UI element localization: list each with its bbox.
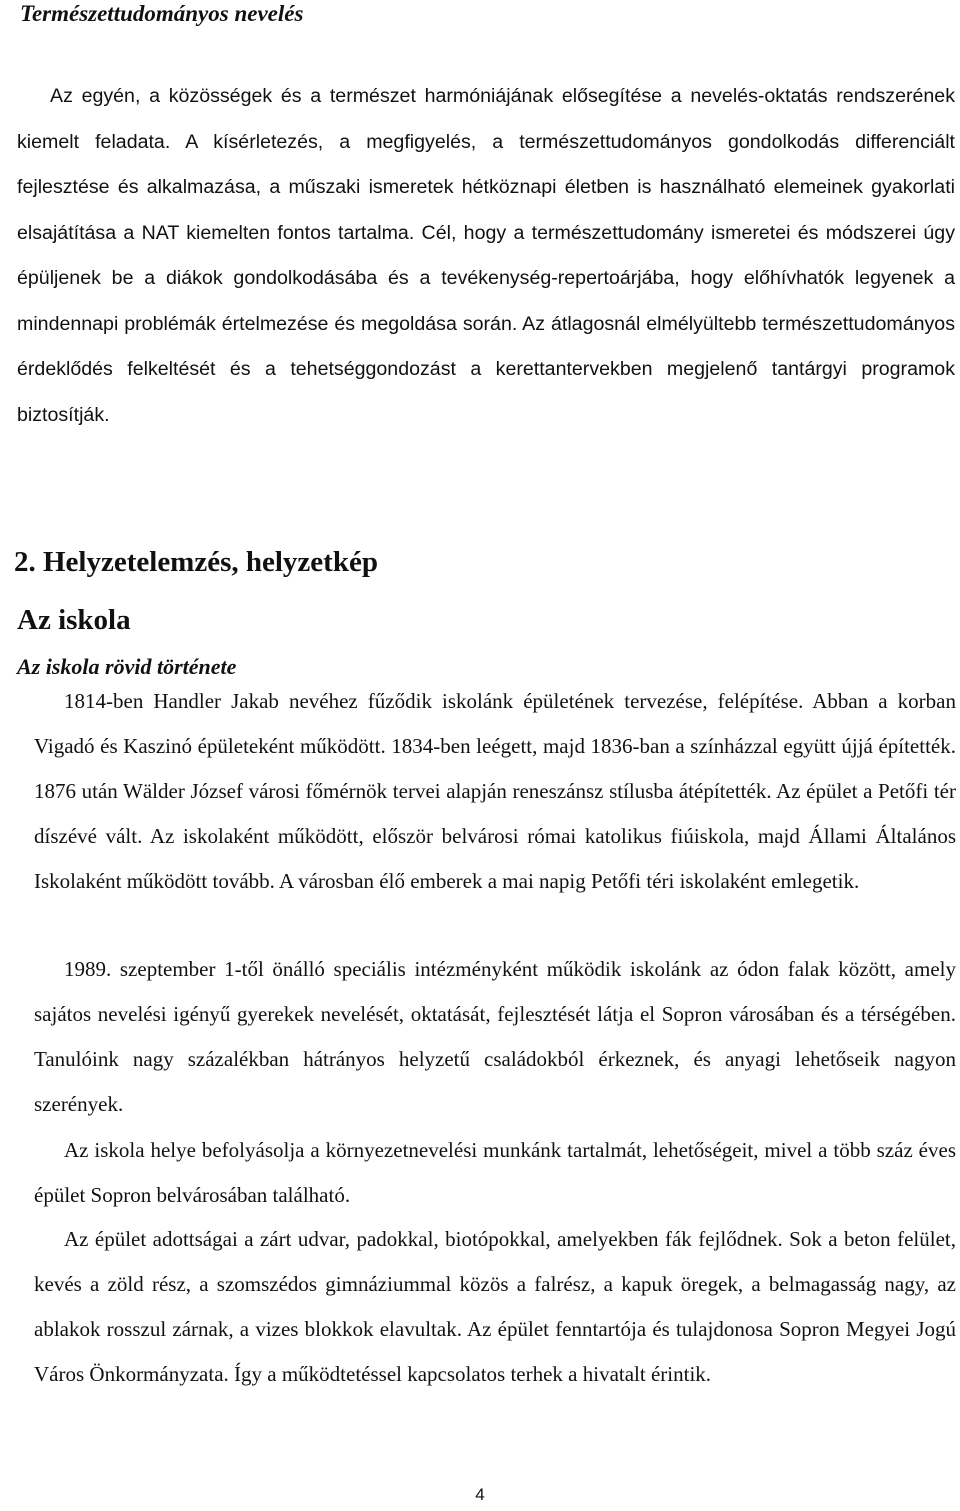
- intro-paragraph: Az egyén, a közösségek és a természet harmóniájának elősegítése a nevelés-oktatás rendszerének kiemelt feladata. A kísérletezés, a megfigyelés, a természettudományos gondolkodás differenciált fejlesztése és alkalmazása, a műszaki ismeretek hétköznapi életben is használható elemeinek gyakorlati elsajátítása a NAT kiemelten fontos tartalma. Cél, hogy a természettudomány ismeretei és módszerei úgy épüljenek be a diákok gondolkodásába és a tevékenység-repertoárjába, hogy előhívhatók legyenek a mindennapi problémák értelmezése és megoldása során. Az átlagosnál elmélyültebb természettudományos érdeklődés felkeltését és a tehetséggondozást a kerettantervekben megjelenő tantárgyi programok biztosítják.: [17, 85, 955, 426]
- section-heading: Az iskola: [17, 604, 131, 636]
- subsection-heading: Az iskola rövid története: [17, 654, 237, 679]
- building-paragraph: Az épület adottságai a zárt udvar, padokkal, biotópokkal, amelyekben fák fejlődnek. Sok a beton felület, kevés a zöld rész, a szomszédos gimnáziummal közös a falrész, a kapuk öregek, a belmagasság nagy, az ablakok rosszul zárnak, a vizes blokkok elavultak. Az épület fenntartója és tulajdonosa Sopron Megyei Jogú Város Önkormányzata. Így a működtetéssel kapcsolatos terhek a hivatalt érintik.: [34, 1227, 956, 1386]
- institution-paragraph: 1989. szeptember 1-től önálló speciális intézményként működik iskolánk az ódon falak között, amely sajátos nevelési igényű gyerekek nevelését, oktatását, fejlesztését látja el Sopron városában és a térségében. Tanulóink nagy százalékban hátrányos helyzetű családokból érkeznek, és anyagi lehetőseik nagyon szerények.: [34, 957, 956, 1116]
- chapter-heading: 2. Helyzetelemzés, helyzetkép: [14, 546, 378, 578]
- page-number: 4: [475, 1485, 485, 1504]
- location-paragraph: Az iskola helye befolyásolja a környezetnevelési munkánk tartalmát, lehetőségeit, mivel a több száz éves épület Sopron belvárosában található.: [34, 1138, 956, 1207]
- history-paragraph: 1814-ben Handler Jakab nevéhez fűződik iskolánk épületének tervezése, felépítése. Abban a korban Vigadó és Kaszinó épületeként működött. 1834-ben leégett, majd 1836-ban a színházzal együtt újjá építették. 1876 után Wälder József városi főmérnök tervei alapján reneszánsz stílusba átépítették. Az épület a Petőfi tér díszévé vált. Az iskolaként működött, először belvárosi római katolikus fiúiskola, majd Állami Általános Iskolaként működött tovább. A városban élő emberek a mai napig Petőfi téri iskolaként emlegetik.: [34, 689, 956, 893]
- section-title: Természettudományos nevelés: [20, 1, 304, 26]
